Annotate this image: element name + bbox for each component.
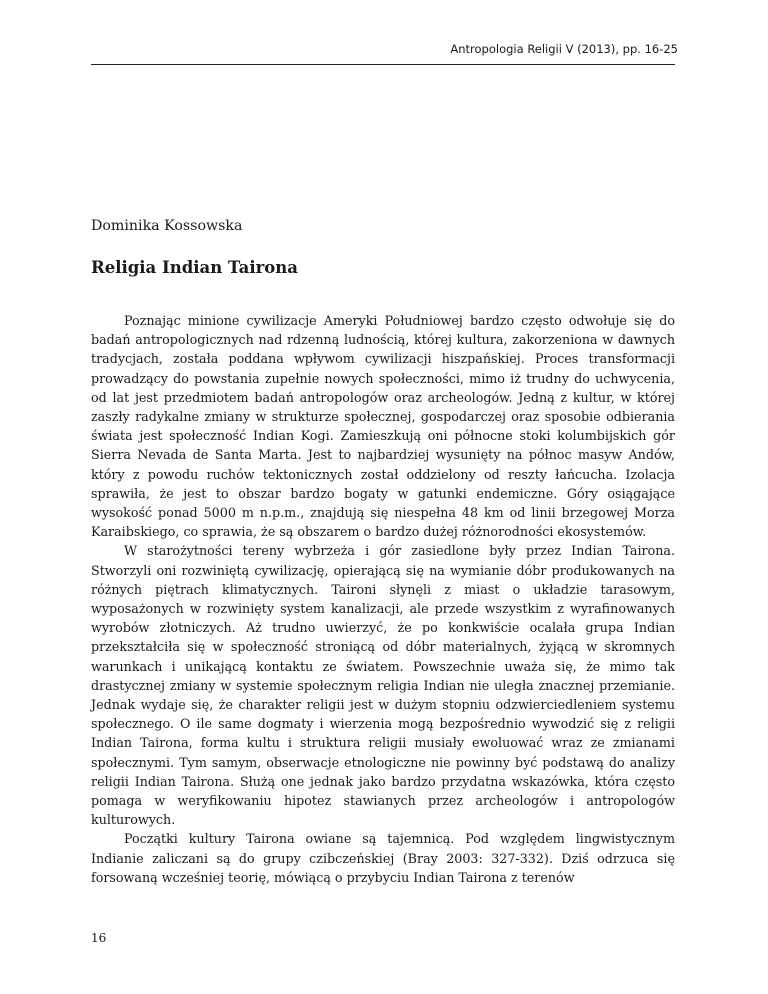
- article-title: Religia Indian Tairona: [91, 258, 298, 277]
- paragraph: Poznając minione cywilizacje Ameryki Południowej bardzo często odwołuje się do badań antropologicznych nad rdzenną ludnością, której kultura, zakorzeniona w dawnych tradycjach, została poddana wpływom cywilizacji hiszpańskiej. Proces transformacji prowadzący do powstania zupełnie nowych społeczności, mimo iż trudny do uchwycenia, od lat jest przedmiotem badań antropologów oraz archeologów. Jedną z kultur, w której zaszły radykalne zmiany w strukturze społecznej, gospodarczej oraz sposobie odbierania świata jest społeczność Indian Kogi. Zamieszkują oni północne stoki kolumbijskich gór Sierra Nevada de Santa Marta. Jest to najbardziej wysunięty na północ masyw Andów, który z powodu ruchów tektonicznych został oddzielony od reszty łańcucha. Izolacja sprawiła, że jest to obszar bardzo bogaty w gatunki endemiczne. Góry osiągające wysokość ponad 5000 m n.p.m., znajdują się niespełna 48 km od linii brzegowej Morza Karaibskiego, co sprawia, że są obszarem o bardzo dużej różnorodności ekosystemów.: [91, 313, 675, 540]
- article-body: [91, 311, 675, 887]
- header-rule: [91, 64, 675, 65]
- paragraph: W starożytności tereny wybrzeża i gór zasiedlone były przez Indian Tairona. Stworzyli oni rozwiniętą cywilizację, opierającą się na wymianie dóbr produkowanych na różnych piętrach klimatycznych. Taironi słynęli z miast o układzie tarasowym, wyposażonych w rozwinięty system kanalizacji, ale przede wszystkim z wyrafinowanych wyrobów złotniczych. Aż trudno uwierzyć, że po konkwiście ocalała grupa Indian przekształciła się w społeczność stroniącą od dóbr materialnych, żyjącą w skromnych warunkach i unikającą kontaktu ze światem. Powszechnie uważa się, że mimo tak drastycznej zmiany w systemie społecznym religia Indian nie uległa znacznej przemianie. Jednak wydaje się, że charakter religii jest w dużym stopniu odzwierciedleniem systemu społecznego. O ile same dogmaty i wierzenia mogą bezpośrednio wywodzić się z religii Indian Tairona, forma kultu i struktura religii musiały ewoluować wraz ze zmianami społecznymi. Tym samym, obserwacje etnologiczne nie powinny być podstawą do analizy religii Indian Tairona. Służą one jednak jako bardzo przydatna wskazówka, która często pomaga w weryfikowaniu hipotez stawianych przez archeologów i antropologów kulturowych.: [91, 543, 675, 828]
- paragraph: Początki kultury Tairona owiane są tajemnicą. Pod względem lingwistycznym Indianie zaliczani są do grupy czibczeńskiej (Bray 2003: 327-332). Dziś odrzuca się forsowaną wcześniej teorię, mówiącą o przybyciu Indian Tairona z terenów: [91, 831, 675, 885]
- running-header: Antropologia Religii V (2013), pp. 16-25: [450, 42, 678, 56]
- author-name: Dominika Kossowska: [91, 218, 243, 234]
- page-number: 16: [91, 931, 107, 945]
